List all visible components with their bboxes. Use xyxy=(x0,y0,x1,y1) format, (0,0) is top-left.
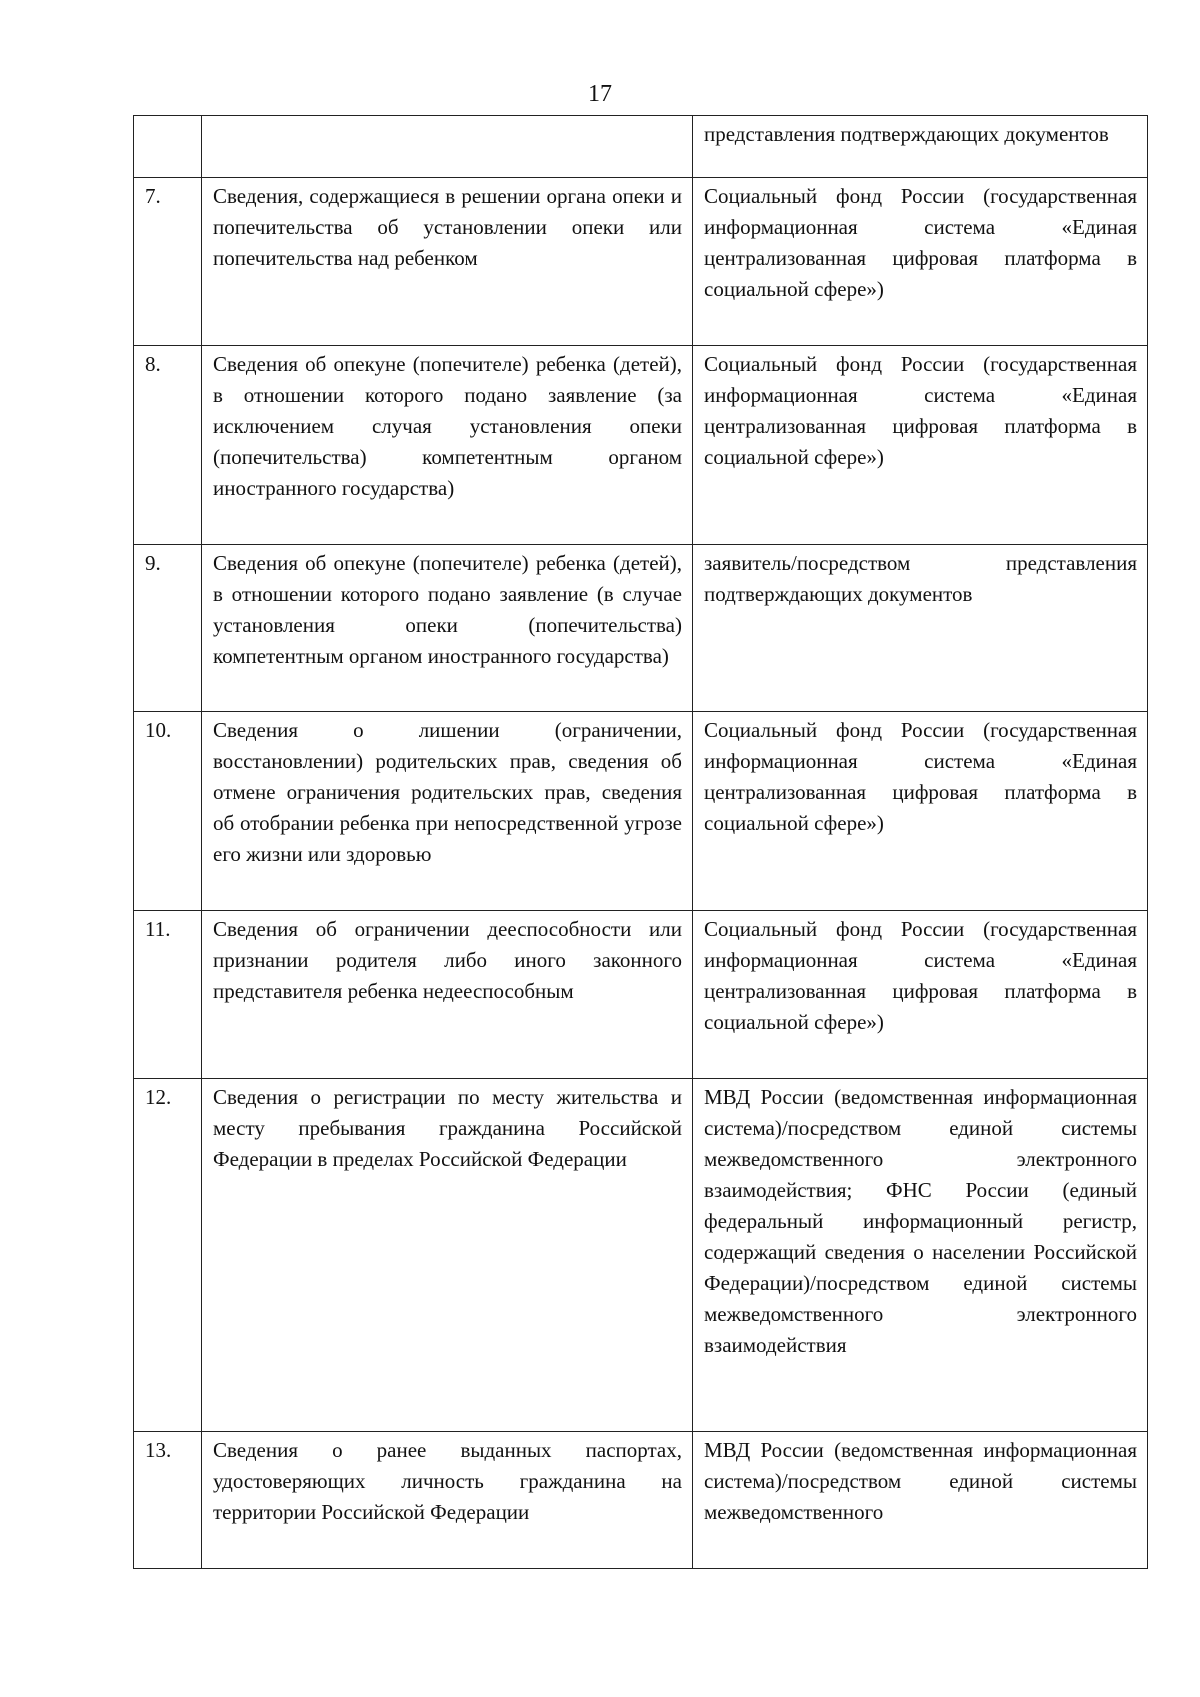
row-description: Сведения об опекуне (попечителе) ребенка (детей), в отношении которого подано заявление (в случае установления опеки (попечительства) компетентным органом иностранного государства) xyxy=(202,545,693,712)
row-number: 8. xyxy=(134,346,202,545)
row-description: Сведения об ограничении дееспособности или признании родителя либо иного законного представителя ребенка недееспособным xyxy=(202,911,693,1079)
table-row xyxy=(134,178,1148,346)
row-description: Сведения о ранее выданных паспортах, удостоверяющих личность гражданина на территории Российской Федерации xyxy=(202,1432,693,1569)
table-row xyxy=(134,1432,1148,1569)
table-row xyxy=(134,346,1148,545)
row-source: МВД России (ведомственная информационная система)/посредством единой системы межведомственного электронного взаимодействия; ФНС России (единый федеральный информационный регистр, содержащий сведения о населении Российской Федерации)/посредством единой системы межведомственного электронного взаимодействия xyxy=(693,1079,1148,1432)
row-source: заявитель/посредством представления подтверждающих документов xyxy=(693,545,1148,712)
row-source: МВД России (ведомственная информационная система)/посредством единой системы межведомственного xyxy=(693,1432,1148,1569)
row-number: 12. xyxy=(134,1079,202,1432)
row-description: Сведения о регистрации по месту жительства и месту пребывания гражданина Российской Федерации в пределах Российской Федерации xyxy=(202,1079,693,1432)
row-description: Сведения об опекуне (попечителе) ребенка (детей), в отношении которого подано заявление (за исключением случая установления опеки (попечительства) компетентным органом иностранного государства) xyxy=(202,346,693,545)
table-row xyxy=(134,911,1148,1079)
row-description: Сведения, содержащиеся в решении органа опеки и попечительства об установлении опеки или попечительства над ребенком xyxy=(202,178,693,346)
row-description: Сведения о лишении (ограничении, восстановлении) родительских прав, сведения об отмене ограничения родительских прав, сведения об отобрании ребенка при непосредственной угрозе его жизни или здоровью xyxy=(202,712,693,911)
data-sources-table xyxy=(133,115,1148,1569)
table-row xyxy=(134,1079,1148,1432)
row-number xyxy=(134,116,202,178)
row-number: 10. xyxy=(134,712,202,911)
row-number: 9. xyxy=(134,545,202,712)
row-number: 7. xyxy=(134,178,202,346)
page-number: 17 xyxy=(588,81,612,107)
table-row xyxy=(134,116,1148,178)
row-number: 13. xyxy=(134,1432,202,1569)
row-source: Социальный фонд России (государственная информационная система «Единая централизованная цифровая платформа в социальной сфере») xyxy=(693,712,1148,911)
table-row xyxy=(134,545,1148,712)
row-description xyxy=(202,116,693,178)
table-row xyxy=(134,712,1148,911)
row-source: Социальный фонд России (государственная информационная система «Единая централизованная цифровая платформа в социальной сфере») xyxy=(693,911,1148,1079)
row-source: представления подтверждающих документов xyxy=(693,116,1148,178)
row-source: Социальный фонд России (государственная информационная система «Единая централизованная цифровая платформа в социальной сфере») xyxy=(693,178,1148,346)
row-source: Социальный фонд России (государственная информационная система «Единая централизованная цифровая платформа в социальной сфере») xyxy=(693,346,1148,545)
row-number: 11. xyxy=(134,911,202,1079)
